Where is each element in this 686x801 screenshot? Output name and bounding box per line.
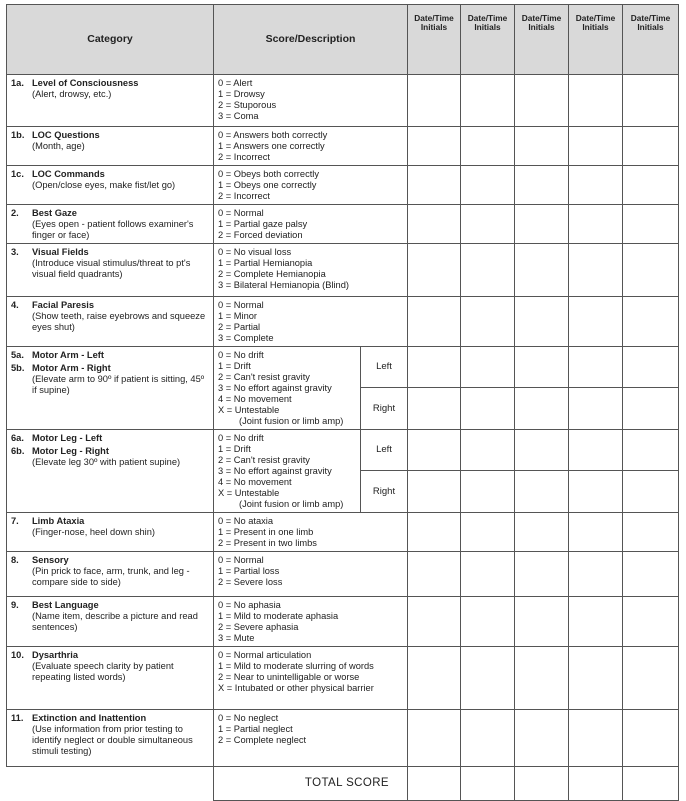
date-time-initials-header: Date/Time Initials (623, 5, 679, 75)
scale-item-row (7, 710, 679, 767)
entry-cell[interactable] (515, 647, 569, 710)
entry-cell[interactable] (461, 387, 515, 429)
score-option: 1 = Mild to moderate slurring of words (218, 661, 374, 671)
side-label-left: Left (361, 347, 408, 388)
item-instructions: (Evaluate speech clarity by patient repeating listed words) (32, 661, 174, 682)
entry-cell[interactable] (461, 470, 515, 512)
score-options (214, 205, 408, 244)
category-cell (7, 513, 214, 552)
entry-cell[interactable] (569, 387, 623, 429)
entry-cell[interactable] (623, 387, 679, 429)
entry-cell[interactable] (569, 127, 623, 166)
entry-cell[interactable] (515, 244, 569, 297)
side-label-right: Right (361, 470, 408, 512)
entry-cell[interactable] (461, 647, 515, 710)
item-title: Level of Consciousness (32, 78, 139, 88)
entry-cell[interactable] (408, 710, 461, 767)
total-score-gutter (7, 767, 214, 801)
item-number: 6b. (11, 446, 25, 456)
score-option: 2 = Severe aphasia (218, 622, 299, 632)
entry-cell[interactable] (461, 513, 515, 552)
scale-item-row (7, 205, 679, 244)
item-title: Facial Paresis (32, 300, 95, 310)
entry-cell[interactable] (461, 430, 515, 471)
entry-cell[interactable] (461, 347, 515, 388)
total-score-label: TOTAL SCORE (214, 767, 408, 801)
score-option: 1 = Drift (218, 444, 251, 454)
scale-item-row (7, 127, 679, 166)
score-options (214, 430, 361, 513)
item-instructions: (Name item, describe a picture and read sentences) (32, 611, 198, 632)
entry-cell[interactable] (623, 470, 679, 512)
item-number: 5a. (11, 350, 24, 360)
entry-cell[interactable] (408, 597, 461, 647)
entry-cell[interactable] (515, 205, 569, 244)
score-option: 0 = Normal (218, 555, 264, 565)
score-description-header: Score/Description (214, 5, 408, 75)
category-cell (7, 75, 214, 127)
entry-cell[interactable] (515, 430, 569, 471)
scale-item-row (7, 430, 679, 471)
entry-cell[interactable] (623, 552, 679, 597)
entry-cell[interactable] (461, 166, 515, 205)
item-title: Best Language (32, 600, 99, 610)
score-option: 2 = Complete neglect (218, 735, 307, 745)
score-option-note: (Joint fusion or limb amp) (239, 499, 344, 509)
entry-cell[interactable] (623, 347, 679, 388)
item-number: 7. (11, 516, 19, 526)
entry-cell[interactable] (623, 127, 679, 166)
category-cell (7, 244, 214, 297)
scale-item-row (7, 75, 679, 127)
score-option: 0 = No drift (218, 433, 264, 443)
score-option: 3 = No effort against gravity (218, 466, 332, 476)
score-option: 1 = Obeys one correctly (218, 180, 317, 190)
item-title: Extinction and Inattention (32, 713, 147, 723)
entry-cell[interactable] (623, 297, 679, 347)
scale-item-row (7, 647, 679, 710)
total-score-cell[interactable] (461, 767, 515, 801)
score-option: 1 = Partial neglect (218, 724, 293, 734)
score-option: 2 = Complete Hemianopia (218, 269, 326, 279)
score-options (214, 347, 361, 430)
item-number: 9. (11, 600, 19, 610)
score-option: 0 = Obeys both correctly (218, 169, 320, 179)
score-option: 3 = No effort against gravity (218, 383, 332, 393)
item-title: Motor Leg - Left (32, 433, 103, 443)
score-options (214, 513, 408, 552)
category-cell (7, 552, 214, 597)
score-option: 2 = Can't resist gravity (218, 372, 310, 382)
score-option: 3 = Mute (218, 633, 255, 643)
score-options (214, 597, 408, 647)
date-time-initials-header: Date/Time Initials (569, 5, 623, 75)
entry-cell[interactable] (408, 297, 461, 347)
entry-cell[interactable] (515, 513, 569, 552)
entry-cell[interactable] (515, 347, 569, 388)
entry-cell[interactable] (623, 75, 679, 127)
entry-cell[interactable] (461, 710, 515, 767)
entry-cell[interactable] (408, 647, 461, 710)
entry-cell[interactable] (515, 127, 569, 166)
score-option: 1 = Mild to moderate aphasia (218, 611, 339, 621)
entry-cell[interactable] (515, 552, 569, 597)
item-instructions: (Alert, drowsy, etc.) (32, 89, 112, 99)
entry-cell[interactable] (408, 347, 461, 388)
category-header: Category (7, 5, 214, 75)
item-number: 5b. (11, 363, 25, 373)
score-options (214, 552, 408, 597)
score-option: 1 = Partial Hemianopia (218, 258, 313, 268)
entry-cell[interactable] (569, 513, 623, 552)
entry-cell[interactable] (623, 205, 679, 244)
category-cell (7, 127, 214, 166)
item-title: Dysarthria (32, 650, 78, 660)
item-title: Best Gaze (32, 208, 77, 218)
entry-cell[interactable] (569, 430, 623, 471)
entry-cell[interactable] (515, 470, 569, 512)
scale-item-row (7, 244, 679, 297)
entry-cell[interactable] (569, 597, 623, 647)
score-option: X = Untestable (218, 488, 280, 498)
entry-cell[interactable] (569, 470, 623, 512)
entry-cell[interactable] (461, 205, 515, 244)
scale-item-row (7, 347, 679, 388)
item-number: 1b. (11, 130, 25, 140)
scale-item-row (7, 597, 679, 647)
score-option: 0 = No drift (218, 350, 264, 360)
entry-cell[interactable] (408, 552, 461, 597)
score-option: 2 = Incorrect (218, 152, 270, 162)
score-option: 2 = Near to unintelligable or worse (218, 672, 360, 682)
score-option: 2 = Incorrect (218, 191, 270, 201)
score-option: 1 = Minor (218, 311, 258, 321)
score-option: 2 = Forced deviation (218, 230, 303, 240)
score-options (214, 647, 408, 710)
score-options (214, 166, 408, 205)
score-option: 1 = Partial loss (218, 566, 280, 576)
entry-cell[interactable] (623, 166, 679, 205)
entry-cell[interactable] (408, 513, 461, 552)
score-option: 1 = Drift (218, 361, 251, 371)
scale-item-row (7, 513, 679, 552)
date-time-initials-header: Date/Time Initials (515, 5, 569, 75)
scale-item-row (7, 552, 679, 597)
score-options (214, 297, 408, 347)
item-title: Motor Arm - Right (32, 363, 111, 373)
entry-cell[interactable] (515, 75, 569, 127)
total-score-row (7, 767, 679, 801)
total-score-cell[interactable] (623, 767, 679, 801)
entry-cell[interactable] (408, 205, 461, 244)
item-title: Motor Arm - Left (32, 350, 104, 360)
item-number: 1c. (11, 169, 24, 179)
item-number: 3. (11, 247, 19, 257)
side-label-right: Right (361, 387, 408, 429)
item-title: LOC Commands (32, 169, 105, 179)
item-instructions: (Introduce visual stimulus/threat to pt's visual field quadrants) (32, 258, 191, 279)
entry-cell[interactable] (461, 75, 515, 127)
score-option: 0 = No neglect (218, 713, 279, 723)
entry-cell[interactable] (623, 244, 679, 297)
score-option: 4 = No movement (218, 394, 292, 404)
stroke-scale-form (6, 4, 679, 801)
score-option: 0 = Normal (218, 208, 264, 218)
category-cell (7, 597, 214, 647)
entry-cell[interactable] (623, 513, 679, 552)
entry-cell[interactable] (515, 387, 569, 429)
total-score-cell[interactable] (569, 767, 623, 801)
category-cell (7, 430, 214, 513)
score-options (214, 75, 408, 127)
entry-cell[interactable] (461, 297, 515, 347)
entry-cell[interactable] (569, 166, 623, 205)
category-cell (7, 166, 214, 205)
score-option: 0 = No visual loss (218, 247, 292, 257)
item-instructions: (Elevate arm to 90º if patient is sitting, 45º if supine) (32, 374, 205, 395)
score-option-note: (Joint fusion or limb amp) (239, 416, 344, 426)
score-option: 0 = Answers both correctly (218, 130, 328, 140)
entry-cell[interactable] (515, 597, 569, 647)
item-instructions: (Open/close eyes, make fist/let go) (32, 180, 176, 190)
score-option: 4 = No movement (218, 477, 292, 487)
item-instructions: (Use information from prior testing to identify neglect or double simultaneous stimuli testing) (32, 724, 193, 756)
score-option: 2 = Can't resist gravity (218, 455, 310, 465)
entry-cell[interactable] (623, 597, 679, 647)
scale-item-row (7, 166, 679, 205)
item-instructions: (Finger-nose, heel down shin) (32, 527, 155, 537)
score-option: X = Untestable (218, 405, 280, 415)
item-instructions: (Pin prick to face, arm, trunk, and leg - compare side to side) (32, 566, 190, 587)
item-instructions: (Eyes open - patient follows examiner's finger or face) (32, 219, 194, 240)
item-instructions: (Show teeth, raise eyebrows and squeeze eyes shut) (32, 311, 206, 332)
score-option: 0 = No ataxia (218, 516, 274, 526)
score-option: 1 = Drowsy (218, 89, 265, 99)
item-number: 2. (11, 208, 19, 218)
item-number: 6a. (11, 433, 24, 443)
entry-cell[interactable] (408, 244, 461, 297)
entry-cell[interactable] (408, 470, 461, 512)
category-cell (7, 647, 214, 710)
score-option: 1 = Answers one correctly (218, 141, 325, 151)
entry-cell[interactable] (515, 710, 569, 767)
score-option: 3 = Coma (218, 111, 259, 121)
item-title: Limb Ataxia (32, 516, 85, 526)
entry-cell[interactable] (623, 647, 679, 710)
entry-cell[interactable] (515, 166, 569, 205)
total-score-cell[interactable] (408, 767, 461, 801)
category-cell (7, 297, 214, 347)
item-instructions: (Month, age) (32, 141, 85, 151)
item-instructions: (Elevate leg 30º with patient supine) (32, 457, 181, 467)
score-option: 1 = Partial gaze palsy (218, 219, 308, 229)
scale-item-row (7, 297, 679, 347)
score-options (214, 244, 408, 297)
entry-cell[interactable] (569, 347, 623, 388)
score-option: X = Intubated or other physical barrier (218, 683, 374, 693)
side-label-left: Left (361, 430, 408, 471)
item-number: 4. (11, 300, 19, 310)
item-number: 11. (11, 713, 24, 723)
entry-cell[interactable] (461, 244, 515, 297)
entry-cell[interactable] (461, 127, 515, 166)
entry-cell[interactable] (408, 75, 461, 127)
entry-cell[interactable] (569, 244, 623, 297)
item-title: Sensory (32, 555, 69, 565)
category-cell (7, 205, 214, 244)
score-option: 2 = Partial (218, 322, 261, 332)
entry-cell[interactable] (569, 297, 623, 347)
category-cell (7, 347, 214, 430)
score-option: 3 = Complete (218, 333, 274, 343)
entry-cell[interactable] (569, 710, 623, 767)
item-number: 10. (11, 650, 24, 660)
item-number: 8. (11, 555, 19, 565)
date-time-initials-header: Date/Time Initials (408, 5, 461, 75)
entry-cell[interactable] (623, 430, 679, 471)
score-option: 2 = Present in two limbs (218, 538, 317, 548)
item-title: Motor Leg - Right (32, 446, 109, 456)
score-options (214, 710, 408, 767)
score-option: 2 = Stuporous (218, 100, 277, 110)
entry-cell[interactable] (408, 430, 461, 471)
entry-cell[interactable] (569, 75, 623, 127)
entry-cell[interactable] (623, 710, 679, 767)
header-row (7, 5, 679, 75)
entry-cell[interactable] (461, 552, 515, 597)
score-options (214, 127, 408, 166)
entry-cell[interactable] (569, 552, 623, 597)
score-option: 3 = Bilateral Hemianopia (Blind) (218, 280, 349, 290)
entry-cell[interactable] (569, 647, 623, 710)
entry-cell[interactable] (408, 166, 461, 205)
date-time-initials-header: Date/Time Initials (461, 5, 515, 75)
entry-cell[interactable] (461, 597, 515, 647)
score-option: 0 = Normal articulation (218, 650, 312, 660)
score-option: 0 = Alert (218, 78, 253, 88)
entry-cell[interactable] (408, 127, 461, 166)
item-title: LOC Questions (32, 130, 100, 140)
score-option: 2 = Severe loss (218, 577, 283, 587)
total-score-cell[interactable] (515, 767, 569, 801)
category-cell (7, 710, 214, 767)
item-title: Visual Fields (32, 247, 89, 257)
score-option: 1 = Present in one limb (218, 527, 314, 537)
entry-cell[interactable] (408, 387, 461, 429)
score-option: 0 = No aphasia (218, 600, 281, 610)
entry-cell[interactable] (569, 205, 623, 244)
entry-cell[interactable] (515, 297, 569, 347)
score-option: 0 = Normal (218, 300, 264, 310)
item-number: 1a. (11, 78, 24, 88)
